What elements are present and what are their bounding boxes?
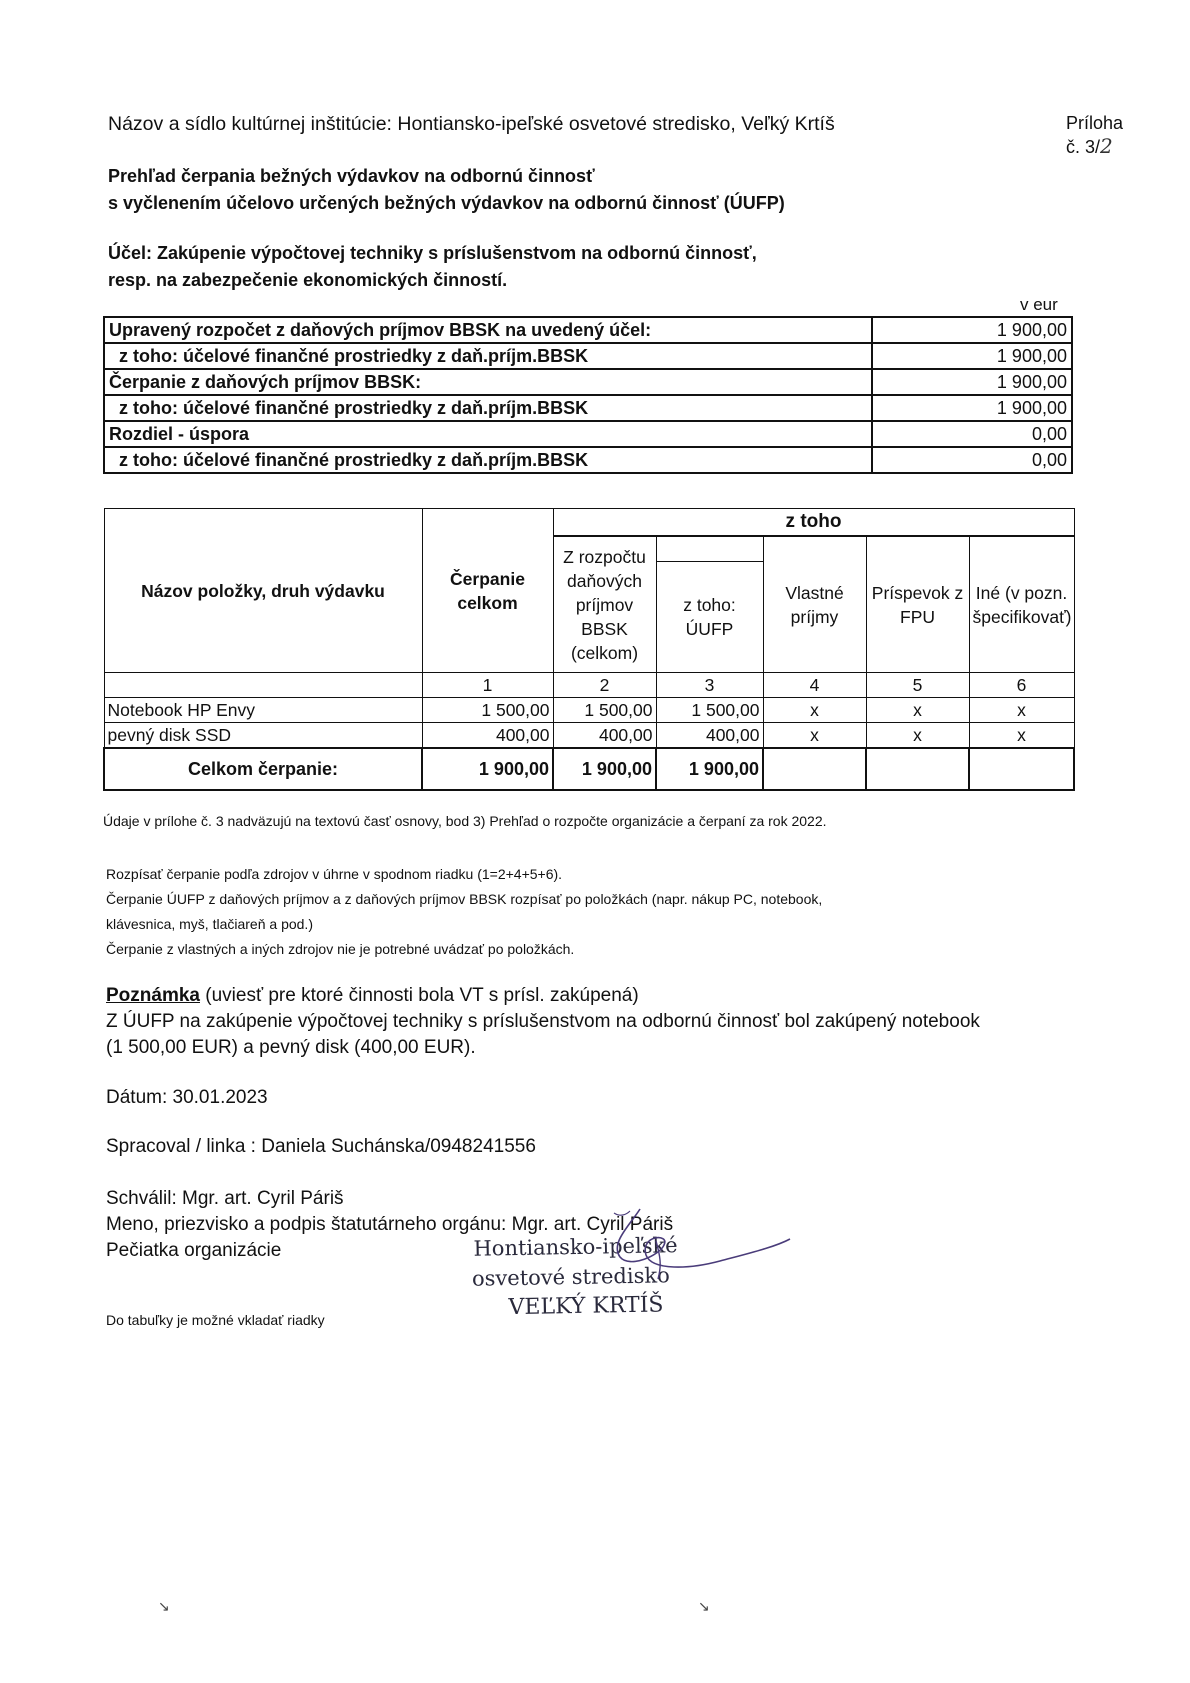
summary-label: z toho: účelové finančné prostriedky z daň.príjm.BBSK <box>104 395 872 421</box>
column-number-empty <box>104 673 422 698</box>
item-other: x <box>969 723 1074 749</box>
detail-table <box>103 508 1075 791</box>
col-fpu-header: Príspevok z FPU <box>866 536 969 673</box>
item-own: x <box>763 698 866 723</box>
col-bbsk-header: Z rozpočtu daňových príjmov BBSK (celkom) <box>553 536 656 673</box>
total-label: Celkom čerpanie: <box>104 748 422 790</box>
summary-value: 1 900,00 <box>872 395 1072 421</box>
total-fpu <box>866 748 969 790</box>
statutory-signature: Meno, priezvisko a podpis štatutárneho orgánu: Mgr. art. Cyril Páriš <box>106 1214 674 1235</box>
stamp-line-3: VEĽKÝ KRTÍŠ <box>508 1292 664 1321</box>
scan-mark: ↘ <box>698 1598 710 1614</box>
summary-row <box>104 343 1072 369</box>
item-uufp: 400,00 <box>656 723 763 749</box>
summary-label: z toho: účelové finančné prostriedky z daň.príjm.BBSK <box>104 447 872 473</box>
currency-unit: v eur <box>1020 295 1058 314</box>
remark-line-2: Z ÚUFP na zakúpenie výpočtovej techniky s príslušenstvom na odbornú činnosť bol zakúpený notebook <box>106 1011 980 1032</box>
remark-hint: (uviesť pre ktoré činnosti bola VT s prísl. zakúpená) <box>199 985 639 1006</box>
summary-value: 1 900,00 <box>872 317 1072 343</box>
summary-value: 1 900,00 <box>872 343 1072 369</box>
instructions <box>106 862 822 962</box>
column-number: 4 <box>763 673 866 698</box>
annex-number: 2 <box>1100 134 1113 158</box>
table-note: Údaje v prílohe č. 3 nadväzujú na textovú časť osnovy, bod 3) Prehľad o rozpočte organizácie a čerpaní za rok 2022. <box>103 813 827 829</box>
institution-header <box>108 113 1124 158</box>
col-total-header: Čerpanie celkom <box>422 509 553 673</box>
uufp-header-spacer <box>656 536 763 562</box>
item-own: x <box>763 723 866 749</box>
remark-label: Poznámka <box>106 985 200 1006</box>
item-other: x <box>969 698 1074 723</box>
table-row <box>104 723 1074 749</box>
title-line-1: Prehľad čerpania bežných výdavkov na odbornú činnosť <box>108 166 595 186</box>
purpose-line-2: resp. na zabezpečenie ekonomických činností. <box>108 270 508 290</box>
annex-label <box>1066 113 1123 158</box>
total-bbsk: 1 900,00 <box>553 748 656 790</box>
purpose <box>108 240 757 294</box>
item-name: pevný disk SSD <box>104 723 422 749</box>
summary-label: Rozdiel - úspora <box>104 421 872 447</box>
item-total: 1 500,00 <box>422 698 553 723</box>
summary-label: z toho: účelové finančné prostriedky z daň.príjm.BBSK <box>104 343 872 369</box>
table-row <box>104 698 1074 723</box>
summary-row <box>104 447 1072 473</box>
instruction-line: Rozpísať čerpanie podľa zdrojov v úhrne v spodnom riadku (1=2+4+5+6). <box>106 866 563 882</box>
remark <box>106 983 980 1061</box>
handwritten-signature <box>600 1205 800 1295</box>
column-number: 5 <box>866 673 969 698</box>
annex-text: Príloha č. 3/ <box>1066 113 1124 157</box>
instruction-line: Čerpanie z vlastných a iných zdrojov nie je potrebné uvádzať po položkách. <box>106 941 575 957</box>
summary-table <box>103 316 1073 474</box>
approved-by: Schválil: Mgr. art. Cyril Páriš <box>106 1188 344 1209</box>
remark-line-1 <box>106 983 980 1009</box>
purpose-line-1: Účel: Zakúpenie výpočtovej techniky s príslušenstvom na odbornú činnosť, <box>108 243 757 263</box>
summary-row <box>104 395 1072 421</box>
col-own-header: Vlastné príjmy <box>763 536 866 673</box>
stamp-label: Pečiatka organizácie <box>106 1240 282 1261</box>
column-number: 3 <box>656 673 763 698</box>
processed-by: Spracoval / linka : Daniela Suchánska/0948241556 <box>106 1136 536 1157</box>
total-own <box>763 748 866 790</box>
item-fpu: x <box>866 723 969 749</box>
summary-label: Upravený rozpočet z daňových príjmov BBSK na uvedený účel: <box>104 317 872 343</box>
item-bbsk: 400,00 <box>553 723 656 749</box>
date: Dátum: 30.01.2023 <box>106 1087 268 1108</box>
item-name: Notebook HP Envy <box>104 698 422 723</box>
summary-row <box>104 421 1072 447</box>
institution-name: Názov a sídlo kultúrnej inštitúcie: Hontiansko-ipeľské osvetové stredisko, Veľký Krtíš <box>108 113 835 135</box>
total-other <box>969 748 1074 790</box>
item-fpu: x <box>866 698 969 723</box>
instruction-line: klávesnica, myš, tlačiareň a pod.) <box>106 916 313 932</box>
total-row <box>104 748 1074 790</box>
instruction-line: Čerpanie ÚUFP z daňových príjmov a z daňových príjmov BBSK rozpísať po položkách (napr. nákup PC, notebook, <box>106 891 823 907</box>
column-number: 2 <box>553 673 656 698</box>
document-title <box>108 163 785 217</box>
column-number: 1 <box>422 673 553 698</box>
total-sum: 1 900,00 <box>422 748 553 790</box>
summary-label: Čerpanie z daňových príjmov BBSK: <box>104 369 872 395</box>
title-line-2: s vyčlenením účelovo určených bežných výdavkov na odbornú činnosť (ÚUFP) <box>108 193 785 213</box>
rows-note: Do tabuľky je možné vkladať riadky <box>106 1312 325 1328</box>
scan-mark: ↘ <box>158 1598 170 1614</box>
summary-value: 0,00 <box>872 421 1072 447</box>
item-bbsk: 1 500,00 <box>553 698 656 723</box>
summary-row <box>104 317 1072 343</box>
stamp-line-1: Hontiansko-ipeľské <box>473 1233 678 1261</box>
group-header: z toho <box>553 509 1074 537</box>
item-uufp: 1 500,00 <box>656 698 763 723</box>
summary-row <box>104 369 1072 395</box>
column-numbers-row <box>104 673 1074 698</box>
item-total: 400,00 <box>422 723 553 749</box>
remark-line-3: (1 500,00 EUR) a pevný disk (400,00 EUR). <box>106 1037 476 1058</box>
column-number: 6 <box>969 673 1074 698</box>
stamp-line-2: osvetové stredisko <box>471 1263 670 1291</box>
col-other-header: Iné (v pozn. špecifikovať) <box>969 536 1074 673</box>
total-uufp: 1 900,00 <box>656 748 763 790</box>
col-item-header: Názov položky, druh výdavku <box>104 509 422 673</box>
summary-value: 1 900,00 <box>872 369 1072 395</box>
summary-value: 0,00 <box>872 447 1072 473</box>
col-uufp-header: z toho: ÚUFP <box>656 562 763 673</box>
header-row-top <box>104 509 1074 537</box>
